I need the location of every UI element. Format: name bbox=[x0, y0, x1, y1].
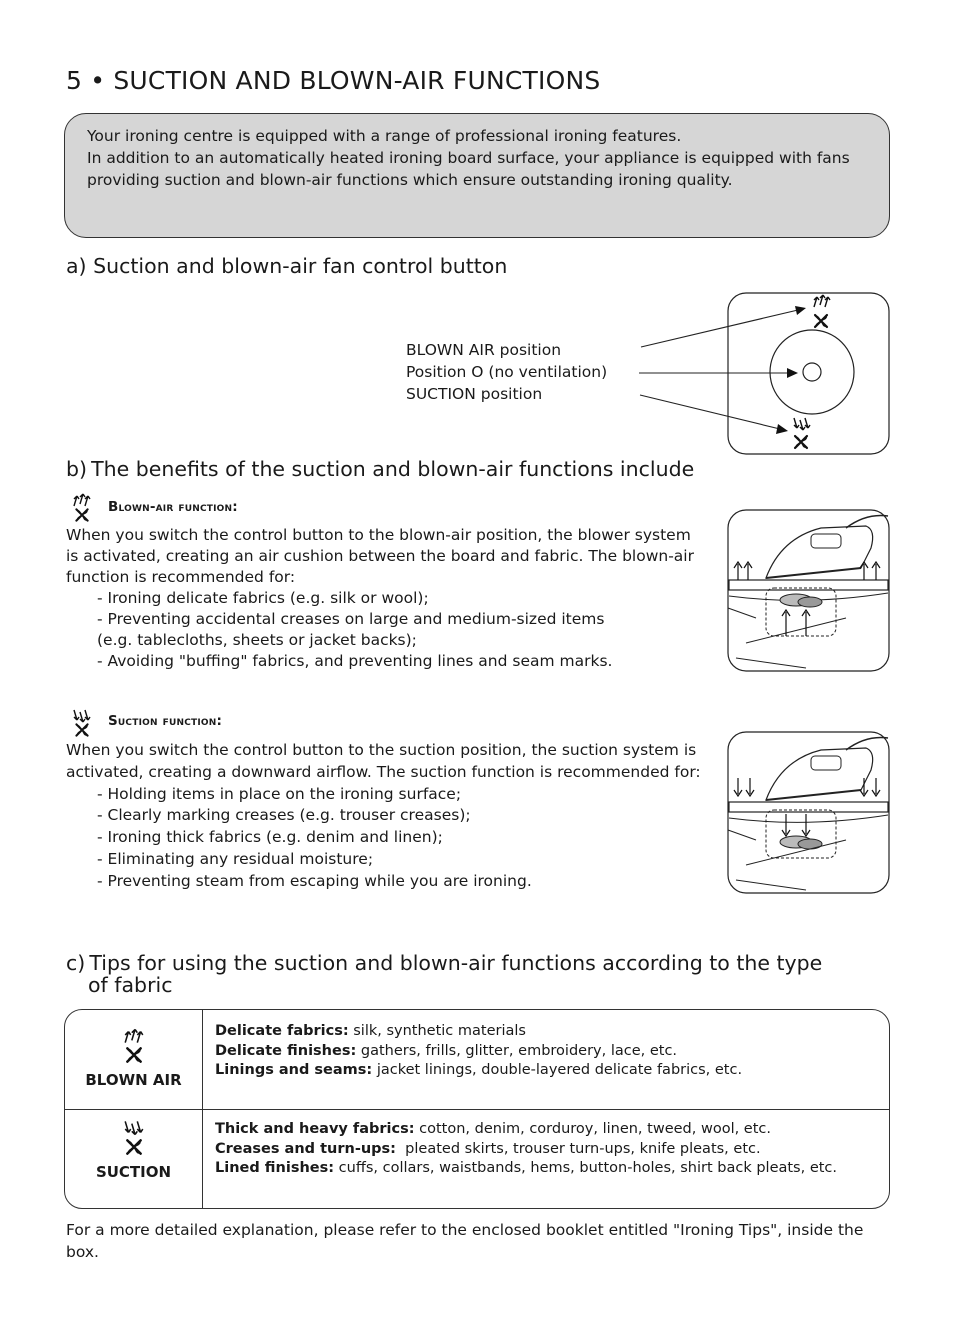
list-item: - Eliminating any residual moisture; bbox=[97, 849, 374, 868]
label-no-ventilation-position: Position O (no ventilation) bbox=[406, 363, 608, 381]
control-button-labels bbox=[406, 339, 607, 405]
fabric-desc: cuffs, collars, waistbands, hems, button-holes, shirt back pleats, etc. bbox=[334, 1160, 838, 1176]
blown-air-illustration bbox=[726, 508, 892, 674]
blown-air-text bbox=[66, 525, 706, 672]
section-c-heading bbox=[66, 952, 822, 996]
blown-air-subheading: Blown-air function: bbox=[108, 499, 238, 515]
intro-line-2: In addition to an automatically heated ironing board surface, your appliance is equipped with fans providing suction and blown-air functions which ensure outstanding ironing quality. bbox=[87, 149, 850, 189]
suction-intro: When you switch the control button to the suction position, the suction system is activated, creating a downward airflow. The suction function is recommended for: bbox=[66, 741, 701, 781]
page-title: 5 • SUCTION AND BLOWN-AIR FUNCTIONS bbox=[66, 66, 601, 95]
fabric-desc: pleated skirts, trouser turn-ups, knife pleats, etc. bbox=[395, 1140, 761, 1157]
list-item: (e.g. tablecloths, sheets or jacket backs); bbox=[97, 631, 417, 649]
fabric-desc: silk, synthetic materials bbox=[348, 1023, 526, 1039]
intro-box bbox=[64, 113, 890, 238]
board-surface bbox=[729, 802, 888, 812]
blown-air-icon bbox=[118, 1026, 150, 1066]
list-item: - Clearly marking creases (e.g. trouser creases); bbox=[97, 806, 471, 825]
footer-text: For a more detailed explanation, please refer to the enclosed booklet entitled "Ironing Tips", inside the box. bbox=[66, 1221, 864, 1261]
knob-center bbox=[803, 363, 821, 381]
list-item: - Ironing thick fabrics (e.g. denim and linen); bbox=[97, 828, 443, 847]
list-item: - Preventing steam from escaping while you are ironing. bbox=[97, 871, 532, 890]
table-row-label: BLOWN AIR bbox=[85, 1071, 182, 1089]
list-item: - Holding items in place on the ironing surface; bbox=[97, 784, 462, 803]
suction-illustration bbox=[726, 730, 892, 896]
table-row-text bbox=[215, 1022, 742, 1081]
footer-note bbox=[66, 1219, 892, 1263]
suction-icon bbox=[118, 1118, 150, 1158]
section-c-heading-line-2: of fabric bbox=[88, 973, 173, 997]
board-surface bbox=[729, 580, 888, 590]
fabric-tips-table bbox=[64, 1009, 890, 1209]
blown-air-intro: When you switch the control button to the blown-air position, the blower system is activated, creating an air cushion between the board and fabric. The blown-air function is recommended for: bbox=[66, 526, 694, 586]
section-a-heading: a) Suction and blown-air fan control button bbox=[66, 254, 508, 278]
list-item: - Preventing accidental creases on large and medium-sized items bbox=[97, 610, 605, 628]
control-button-diagram bbox=[620, 290, 895, 460]
list-item: - Ironing delicate fabrics (e.g. silk or wool); bbox=[97, 589, 429, 607]
table-icon-cell bbox=[65, 1010, 203, 1109]
list-item: - Avoiding "buffing" fabrics, and preventing lines and seam marks. bbox=[97, 652, 613, 670]
table-row-label: SUCTION bbox=[95, 1163, 172, 1181]
fabric-term: Delicate finishes: bbox=[215, 1042, 357, 1059]
table-row bbox=[65, 1010, 889, 1110]
fabric-desc: jacket linings, double-layered delicate fabrics, etc. bbox=[372, 1062, 743, 1078]
suction-icon bbox=[66, 707, 98, 739]
fabric-term: Lined finishes: bbox=[215, 1160, 335, 1176]
section-c-heading-line-1: c) Tips for using the suction and blown-air functions according to the type bbox=[66, 951, 823, 975]
suction-text bbox=[66, 740, 721, 893]
fabric-term: Thick and heavy fabrics: bbox=[215, 1121, 415, 1137]
section-b-heading: b) The benefits of the suction and blown-air functions include bbox=[66, 457, 695, 481]
table-row-text bbox=[215, 1120, 837, 1179]
suction-subheading: Suction function: bbox=[108, 713, 223, 729]
blown-air-icon bbox=[66, 492, 98, 524]
fabric-desc: cotton, denim, corduroy, linen, tweed, wool, etc. bbox=[414, 1121, 771, 1137]
table-row bbox=[65, 1109, 889, 1209]
fabric-term: Delicate fabrics: bbox=[215, 1023, 349, 1039]
table-icon-cell bbox=[65, 1109, 203, 1209]
label-blown-air-position: BLOWN AIR position bbox=[406, 341, 562, 359]
intro-line-1: Your ironing centre is equipped with a range of professional ironing features. bbox=[87, 127, 682, 145]
label-suction-position: SUCTION position bbox=[406, 385, 543, 403]
fabric-desc: gathers, frills, glitter, embroidery, lace, etc. bbox=[356, 1042, 678, 1059]
fabric-term: Creases and turn-ups: bbox=[215, 1140, 396, 1157]
fabric-term: Linings and seams: bbox=[215, 1062, 373, 1078]
